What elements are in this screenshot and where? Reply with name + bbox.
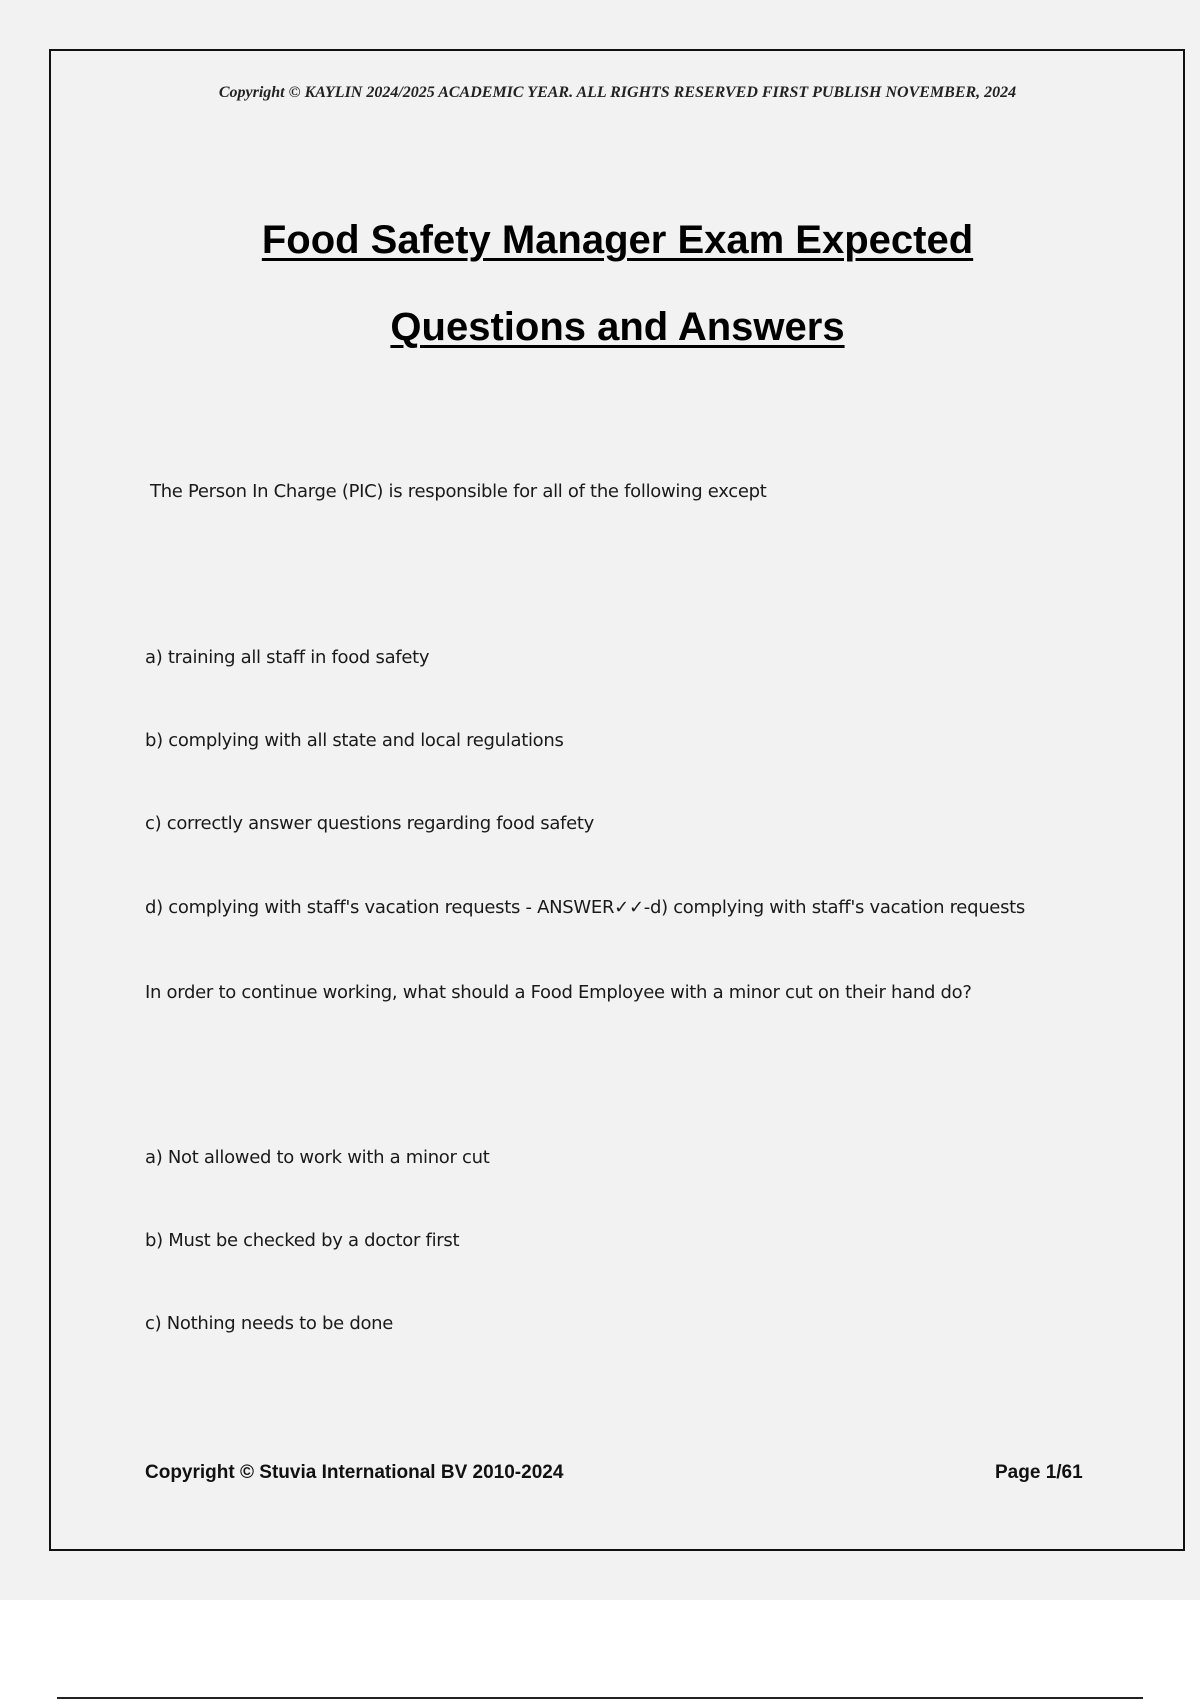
question-1-option-b: b) complying with all state and local regulations — [145, 730, 564, 751]
document-title-line-2: Questions and Answers — [390, 305, 845, 349]
question-1-option-a: a) training all staff in food safety — [145, 647, 430, 668]
document-title-line-1: Food Safety Manager Exam Expected — [261, 218, 974, 262]
question-1-option-d-answer: d) complying with staff's vacation requests - ANSWER✓✓-d) complying with staff's vacation requests — [145, 897, 1025, 918]
page-number: Page 1/61 — [995, 1462, 1083, 1483]
question-2-prompt: In order to continue working, what should a Food Employee with a minor cut on their hand do? — [145, 982, 972, 1003]
question-1-prompt: The Person In Charge (PIC) is responsible for all of the following except — [150, 481, 767, 502]
footer-copyright: Copyright © Stuvia International BV 2010-2024 — [145, 1462, 564, 1483]
next-page-divider — [57, 1697, 1143, 1699]
question-1-option-c: c) correctly answer questions regarding food safety — [145, 813, 594, 834]
question-2-option-a: a) Not allowed to work with a minor cut — [145, 1147, 490, 1168]
question-2-option-b: b) Must be checked by a doctor first — [145, 1230, 460, 1251]
header-copyright: Copyright © KAYLIN 2024/2025 ACADEMIC YEAR. ALL RIGHTS RESERVED FIRST PUBLISH NOVEMBER, 2024 — [218, 84, 1017, 101]
question-2-option-c: c) Nothing needs to be done — [145, 1313, 394, 1334]
